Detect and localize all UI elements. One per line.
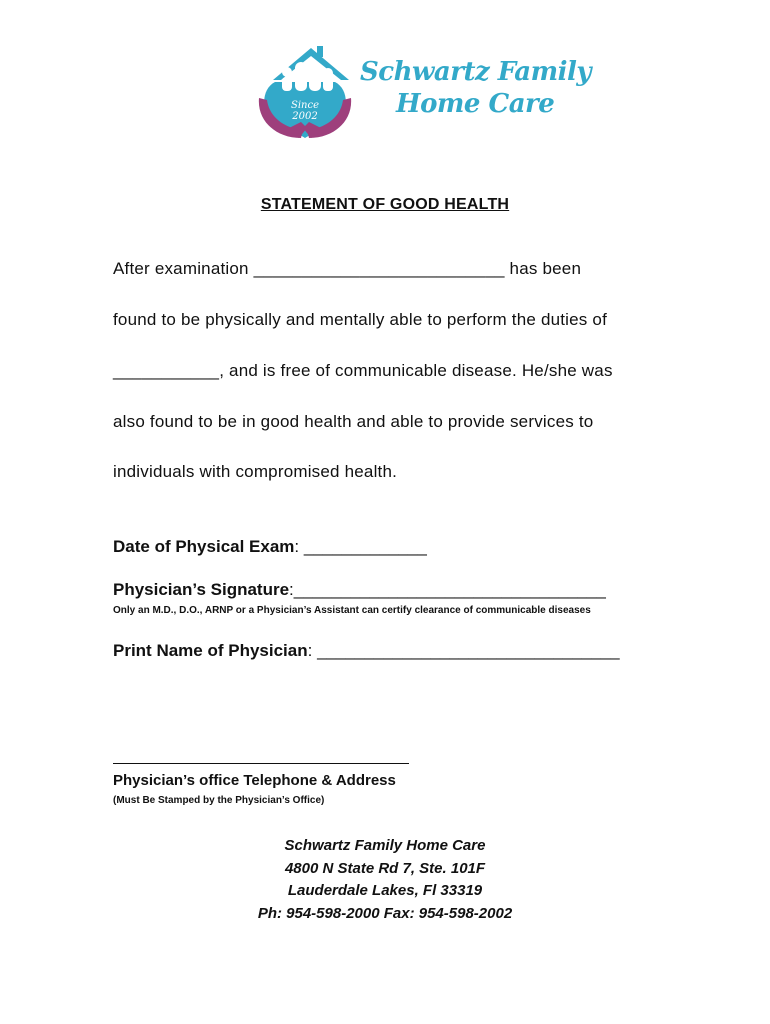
address-line-city: Lauderdale Lakes, Fl 33319: [287, 882, 483, 899]
family-house-hands-icon: [255, 42, 355, 142]
signature-field: [113, 580, 606, 600]
company-logo: [255, 42, 592, 142]
statement-line-3: ___________, and is free of communicable disease. He/she was: [113, 361, 613, 380]
brand-line-1: Schwartz Family: [360, 57, 592, 87]
signature-label: Physician’s Signature: [113, 580, 290, 599]
brand-line-2: Home Care: [396, 89, 555, 119]
statement-line-1: After examination __________________________ has been: [113, 259, 582, 278]
exam-date-label: Date of Physical Exam: [113, 537, 295, 556]
statement-line-4: also found to be in good health and able to provide services to: [113, 412, 594, 431]
office-address-label: Physician’s office Telephone & Address: [113, 772, 396, 789]
since-year-text: Since 2002: [290, 100, 319, 122]
stamp-note: (Must Be Stamped by the Physician’s Office): [113, 795, 325, 806]
company-address: [0, 835, 770, 925]
document-title: STATEMENT OF GOOD HEALTH: [260, 196, 510, 213]
print-name-blank: : ________________________________: [307, 641, 620, 660]
certification-note: Only an M.D., D.O., ARNP or a Physician’s Assistant can certify clearance of communicable diseases: [113, 605, 591, 616]
office-stamp-line: [113, 763, 409, 764]
brand-name: [360, 56, 592, 120]
address-line-street: 4800 N State Rd 7, Ste. 101F: [284, 859, 486, 877]
print-name-label: Print Name of Physician: [113, 641, 308, 660]
print-name-field: [113, 641, 620, 661]
exam-date-field: [113, 537, 427, 557]
signature-blank: :_________________________________: [289, 580, 606, 599]
address-line-phone: Ph: 954-598-2000 Fax: 954-598-2002: [257, 904, 513, 922]
statement-line-5: individuals with compromised health.: [113, 462, 398, 481]
statement-line-2: found to be physically and mentally able to perform the duties of: [113, 310, 608, 329]
address-line-name: Schwartz Family Home Care: [284, 837, 486, 854]
exam-date-blank: : _____________: [294, 537, 427, 556]
